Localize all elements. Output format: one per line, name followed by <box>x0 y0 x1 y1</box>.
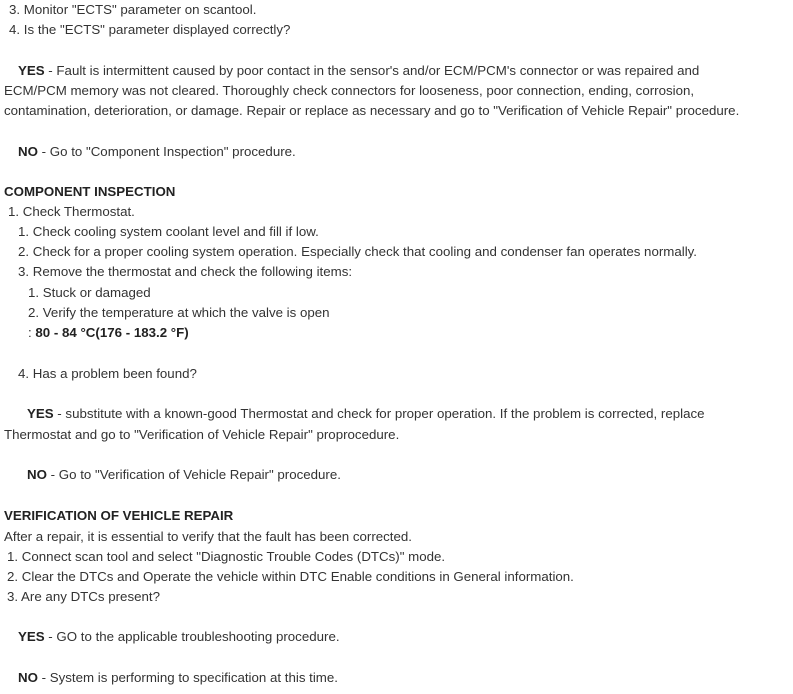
ci-sub-3: 3. Remove the thermostat and check the following items: <box>18 264 353 279</box>
verification-step-3: 3. Are any DTCs present? <box>7 589 160 604</box>
yes-text-line2: ECM/PCM memory was not cleared. Thoroughly check connectors for looseness, poor connection, ending, corrosion, <box>4 83 695 98</box>
verification-step-1: 1. Connect scan tool and select "Diagnostic Trouble Codes (DTCs)" mode. <box>7 549 446 564</box>
ci-yes-line1: - substitute with a known-good Thermostat and check for proper operation. If the problem is corrected, replace <box>53 406 705 421</box>
ci-yes-label: YES <box>27 406 54 421</box>
yes-label: YES <box>18 63 45 78</box>
ci-no-paragraph <box>27 465 341 485</box>
verification-heading: VERIFICATION OF VEHICLE REPAIR <box>4 508 234 523</box>
step-4-question: 4. Is the "ECTS" parameter displayed correctly? <box>9 22 291 37</box>
ci-no-text: - Go to "Verification of Vehicle Repair" procedure. <box>46 467 341 482</box>
verification-no-label: NO <box>18 670 38 685</box>
no-label: NO <box>18 144 38 159</box>
yes-text-line1: - Fault is intermittent caused by poor contact in the sensor's and/or ECM/PCM's connector or was repaired and <box>44 63 700 78</box>
yes-text-line3: contamination, deterioration, or damage. Repair or replace as necessary and go to "Verification of Vehicle Repair" procedure. <box>4 103 740 118</box>
verification-no-text: - System is performing to specification at this time. <box>37 670 338 685</box>
ci-yes-line2: Thermostat and go to "Verification of Vehicle Repair" proprocedure. <box>4 427 400 442</box>
verification-yes-label: YES <box>18 629 45 644</box>
ci-step-1: 1. Check Thermostat. <box>8 204 135 219</box>
ci-sub-1: 1. Check cooling system coolant level and fill if low. <box>18 224 319 239</box>
temp-value: 80 - 84 °C(176 - 183.2 °F) <box>35 325 189 340</box>
verification-intro: After a repair, it is essential to verify that the fault has been corrected. <box>4 529 412 544</box>
ci-item-2: 2. Verify the temperature at which the valve is open <box>28 305 330 320</box>
verification-no-paragraph <box>18 668 338 688</box>
no-result-paragraph <box>18 142 296 162</box>
verification-step-2: 2. Clear the DTCs and Operate the vehicle within DTC Enable conditions in General information. <box>7 569 574 584</box>
component-inspection-heading: COMPONENT INSPECTION <box>4 184 176 199</box>
temperature-spec <box>28 323 189 343</box>
yes-result-paragraph <box>18 61 699 81</box>
verification-yes-text: - GO to the applicable troubleshooting procedure. <box>44 629 340 644</box>
ci-item-1: 1. Stuck or damaged <box>28 285 151 300</box>
step-3-monitor: 3. Monitor "ECTS" parameter on scantool. <box>9 2 257 17</box>
no-text: - Go to "Component Inspection" procedure. <box>37 144 296 159</box>
ci-no-label: NO <box>27 467 47 482</box>
verification-yes-paragraph <box>18 627 340 647</box>
ci-yes-paragraph <box>27 404 705 424</box>
temp-prefix: : <box>28 325 36 340</box>
ci-sub-2: 2. Check for a proper cooling system operation. Especially check that cooling and condenser fan operates normally. <box>18 244 698 259</box>
ci-sub-4: 4. Has a problem been found? <box>18 366 197 381</box>
